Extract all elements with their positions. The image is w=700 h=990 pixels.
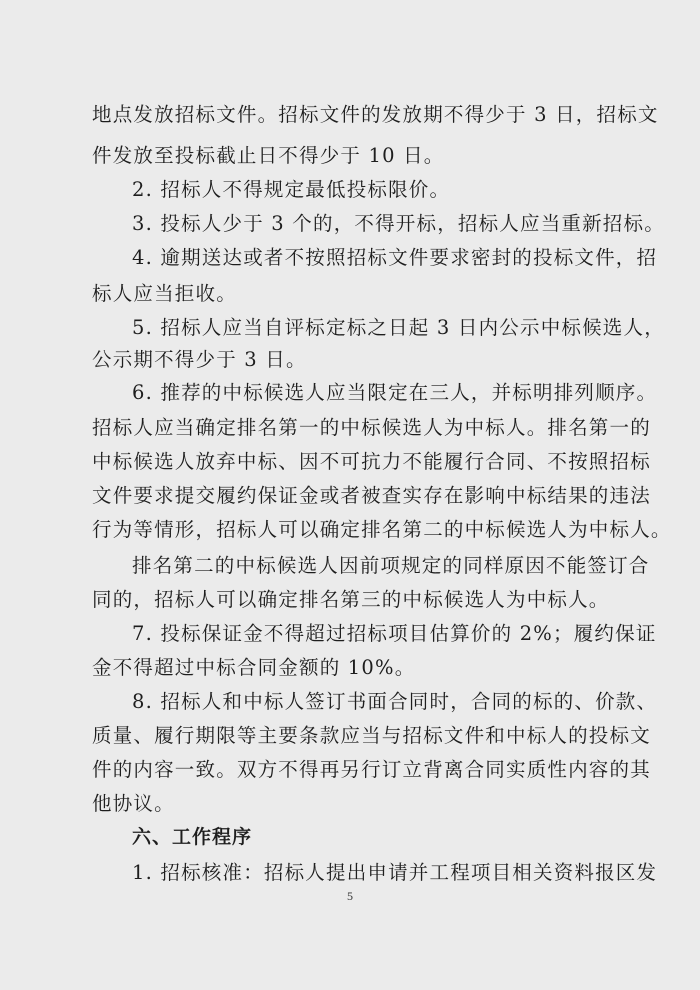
text-line: 文件要求提交履约保证金或者被查实存在影响中标结果的违法 — [92, 484, 651, 507]
text-line: 地点发放招标文件。招标文件的发放期不得少于 3 日，招标文 — [92, 103, 659, 126]
text-line: 行为等情形，招标人可以确定排名第二的中标候选人为中标人。 — [92, 518, 672, 541]
text-line: 4. 逾期送达或者不按照招标文件要求密封的投标文件，招 — [132, 246, 658, 269]
text-line: 质量、履行期限等主要条款应当与招标文件和中标人的投标文 — [92, 724, 651, 747]
text-line: 2. 招标人不得规定最低投标限价。 — [132, 178, 451, 201]
text-line: 招标人应当确定排名第一的中标候选人为中标人。排名第一的 — [92, 416, 651, 439]
text-line: 6. 推荐的中标候选人应当限定在三人，并标明排列顺序。 — [132, 381, 658, 404]
section-heading: 六、工作程序 — [132, 826, 253, 848]
text-line: 公示期不得少于 3 日。 — [92, 348, 307, 371]
text-line: 7. 投标保证金不得超过招标项目估算价的 2%；履约保证 — [132, 622, 657, 645]
text-line: 中标候选人放弃中标、因不可抗力不能履行合同、不按照招标 — [92, 450, 651, 473]
text-line: 1. 招标核准：招标人提出申请并工程项目相关资料报区发 — [132, 861, 658, 884]
text-line: 8. 招标人和中标人签订书面合同时，合同的标的、价款、 — [132, 690, 658, 713]
text-line: 同的，招标人可以确定排名第三的中标候选人为中标人。 — [92, 588, 610, 611]
text-line: 3. 投标人少于 3 个的，不得开标，招标人应当重新招标。 — [132, 212, 665, 235]
text-line: 他协议。 — [92, 792, 175, 815]
text-line: 5. 招标人应当自评标定标之日起 3 日内公示中标候选人， — [132, 316, 665, 339]
text-line: 金不得超过中标合同金额的 10%。 — [92, 656, 416, 679]
text-line: 件的内容一致。双方不得再另行订立背离合同实质性内容的其 — [92, 758, 651, 781]
page-number: 5 — [347, 889, 353, 903]
text-line: 排名第二的中标候选人因前项规定的同样原因不能签订合 — [132, 554, 650, 577]
text-line: 标人应当拒收。 — [92, 282, 237, 305]
text-line: 件发放至投标截止日不得少于 10 日。 — [92, 144, 445, 167]
